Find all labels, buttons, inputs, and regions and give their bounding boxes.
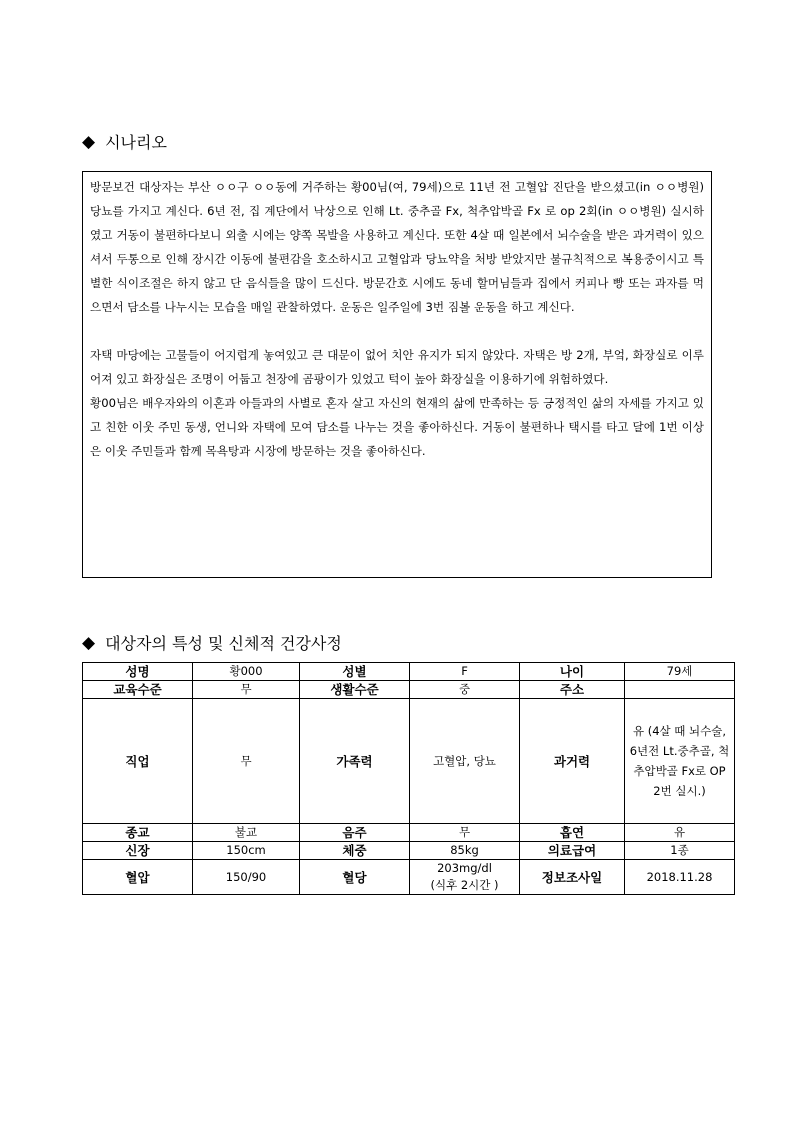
scenario-paragraph-2: 자택 마당에는 고물들이 어지럽게 놓여있고 큰 대문이 없어 치안 유지가 되지 않았다. 자택은 방 2개, 부엌, 화장실로 이루어져 있고 화장실은 조명이 어둡고 천장에 곰팡이가 있었고 턱이 높아 화장실을 이용하기에 위험하였다. [90,348,704,386]
education-label: 교육수준 [83,681,193,699]
table-row [83,842,735,860]
name-value: 황000 [193,663,300,681]
religion-label: 종교 [83,824,193,842]
name-label: 성명 [83,663,193,681]
scenario-paragraph-3: 황00님은 배우자와의 이혼과 아들과의 사별로 혼자 살고 자신의 현재의 삶에 만족하는 등 긍정적인 삶의 자세를 가지고 있고 친한 이웃 주민 동생, 언니와 자택에 모여 담소를 나누는 것을 좋아하신다. 거동이 불편하나 택시를 타고 달에 1번 이상은 이웃 주민들과 함께 목욕탕과 시장에 방문하는 것을 좋아하신다. [90,396,704,458]
table-row [83,663,735,681]
table-row [83,681,735,699]
smoking-label: 흡연 [520,824,625,842]
living-standard-value: 중 [410,681,520,699]
blood-pressure-value: 150/90 [193,860,300,895]
family-history-label: 가족력 [300,699,410,824]
education-value: 무 [193,681,300,699]
smoking-value: 유 [625,824,735,842]
diamond-bullet-icon: ◆ [82,131,96,152]
blood-glucose-label: 혈당 [300,860,410,895]
scenario-title: 시나리오 [105,133,167,152]
living-standard-label: 생활수준 [300,681,410,699]
diamond-bullet-icon: ◆ [82,632,96,653]
height-label: 신장 [83,842,193,860]
age-label: 나이 [520,663,625,681]
table-row [83,699,735,824]
occupation-label: 직업 [83,699,193,824]
occupation-value: 무 [193,699,300,824]
table-row [83,824,735,842]
blood-glucose-cell [410,860,520,895]
age-value: 79세 [625,663,735,681]
weight-label: 체중 [300,842,410,860]
address-label: 주소 [520,681,625,699]
survey-date-value: 2018.11.28 [625,860,735,895]
weight-value: 85kg [410,842,520,860]
scenario-box [82,171,712,578]
patient-info-table [82,662,735,895]
past-history-value: 유 (4살 때 뇌수술, 6년전 Lt.중추골, 척추압박골 Fx로 OP 2번 실시.) [625,699,735,824]
religion-value: 불교 [193,824,300,842]
blood-pressure-label: 혈압 [83,860,193,895]
medical-aid-label: 의료급여 [520,842,625,860]
height-value: 150cm [193,842,300,860]
medical-aid-value: 1종 [625,842,735,860]
scenario-paragraph-1: 방문보건 대상자는 부산 ㅇㅇ구 ㅇㅇ동에 거주하는 황00님(여, 79세)으로 11년 전 고혈압 진단을 받으셨고(in ㅇㅇ병원) 당뇨를 가지고 계신다. 6년 전, 집 계단에서 낙상으로 인해 Lt. 중추골 Fx, 척추압박골 Fx 로 op 2회(in ㅇㅇ병원) 실시하였고 거동이 불편하다보니 외출 시에는 양쪽 목발을 사용하고 계신다. 또한 4살 때 일본에서 뇌수술을 받은 과거력이 있으셔서 두통으로 인해 장시간 이동에 불편감을 호소하시고 고혈압과 당뇨약을 처방 받았지만 불규칙적으로 복용중이시고 특별한 식이조절은 하지 않고 단 음식들을 많이 드신다. 방문간호 시에도 동네 할머님들과 집에서 커피나 빵 또는 과자를 먹으면서 담소를 나누시는 모습을 매일 관찰하였다. 운동은 일주일에 3번 짐볼 운동을 하고 계신다. [90,180,705,314]
sex-label: 성별 [300,663,410,681]
past-history-label: 과거력 [520,699,625,824]
blood-glucose-value: 203mg/dl [437,861,492,875]
scenario-heading [82,130,167,153]
drinking-value: 무 [410,824,520,842]
address-value [625,681,735,699]
sex-value: F [410,663,520,681]
blood-glucose-note: (식후 2시간 ) [430,878,499,892]
assessment-title: 대상자의 특성 및 신체적 건강사정 [105,634,342,653]
table-row [83,860,735,895]
drinking-label: 음주 [300,824,410,842]
survey-date-label: 정보조사일 [520,860,625,895]
family-history-value: 고혈압, 당뇨 [410,699,520,824]
assessment-heading [82,631,342,654]
